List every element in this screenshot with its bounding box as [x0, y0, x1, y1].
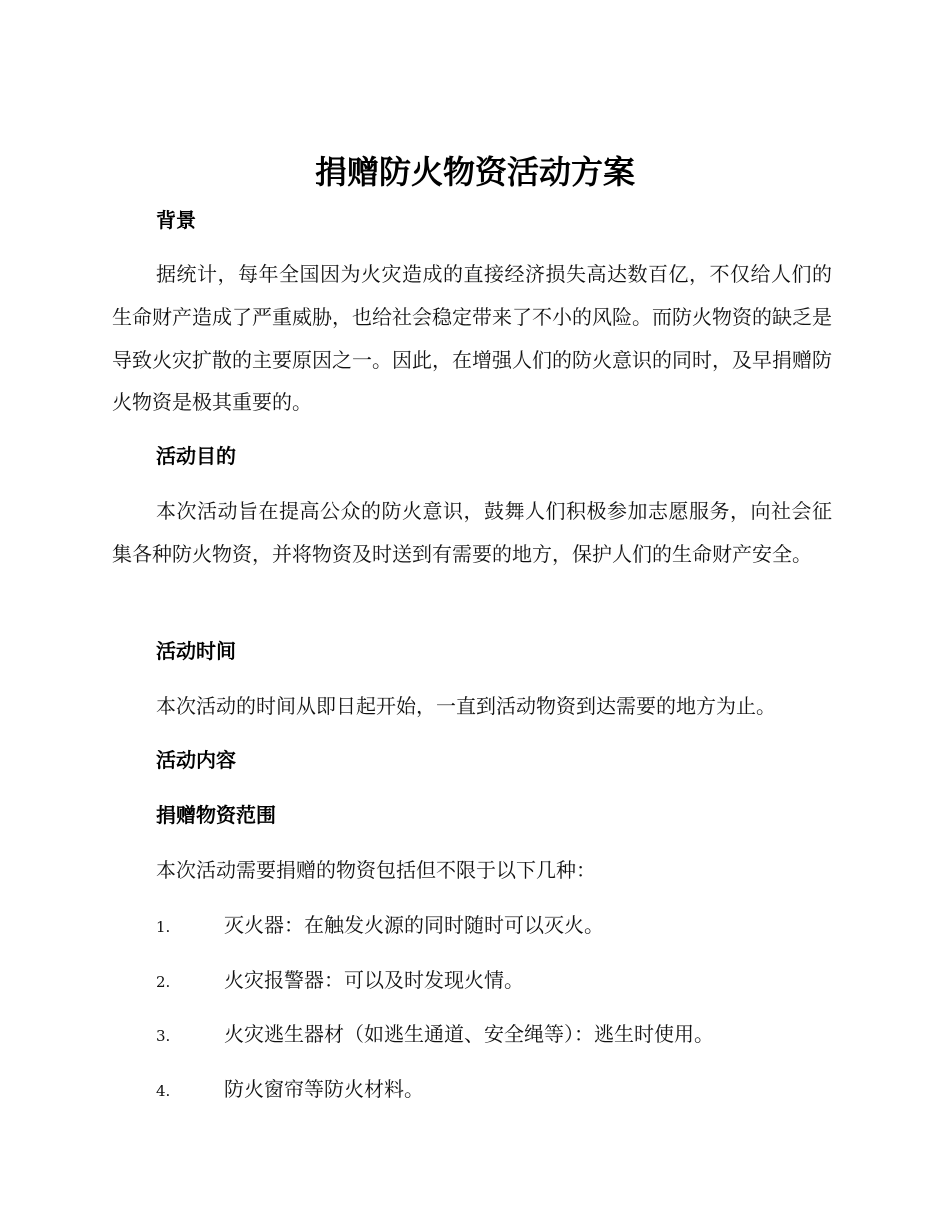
list-item [156, 911, 836, 939]
section-heading-time: 活动时间 [156, 639, 236, 663]
list-item-number: 2. [156, 973, 171, 991]
list-item-number: 4. [156, 1082, 171, 1100]
list-item-text: 灭火器：在触发火源的同时随时可以灭火。 [224, 913, 604, 937]
list-item-number: 1. [156, 918, 171, 936]
list-item [156, 1020, 836, 1048]
section-paragraph-background: 据统计，每年全国因为火灾造成的直接经济损失高达数百亿，不仅给人们的生命财产造成了严重威胁，也给社会稳定带来了不小的风险。而防火物资的缺乏是导致火灾扩散的主要原因之一。因此，在增强人们的防火意识的同时，及早捐赠防火物资是极其重要的。 [112, 262, 832, 415]
list-item [156, 1075, 836, 1103]
section-heading-content: 活动内容 [156, 748, 236, 772]
list-item-text: 火灾报警器：可以及时发现火情。 [224, 968, 524, 992]
section-paragraph-donation-scope: 本次活动需要捐赠的物资包括但不限于以下几种： [156, 858, 596, 882]
section-paragraph-time: 本次活动的时间从即日起开始，一直到活动物资到达需要的地方为止。 [156, 694, 776, 718]
list-item-text: 火灾逃生器材（如逃生通道、安全绳等）：逃生时使用。 [224, 1022, 714, 1046]
document-title: 捐赠防火物资活动方案 [314, 153, 635, 191]
section-heading-purpose: 活动目的 [156, 444, 236, 468]
section-heading-donation-scope: 捐赠物资范围 [156, 803, 276, 827]
list-item-text: 防火窗帘等防火材料。 [224, 1077, 424, 1101]
list-item [156, 966, 836, 994]
list-item-number: 3. [156, 1027, 171, 1045]
section-paragraph-purpose: 本次活动旨在提高公众的防火意识，鼓舞人们积极参加志愿服务，向社会征集各种防火物资，并将物资及时送到有需要的地方，保护人们的生命财产安全。 [112, 499, 832, 566]
section-heading-background: 背景 [156, 208, 196, 232]
